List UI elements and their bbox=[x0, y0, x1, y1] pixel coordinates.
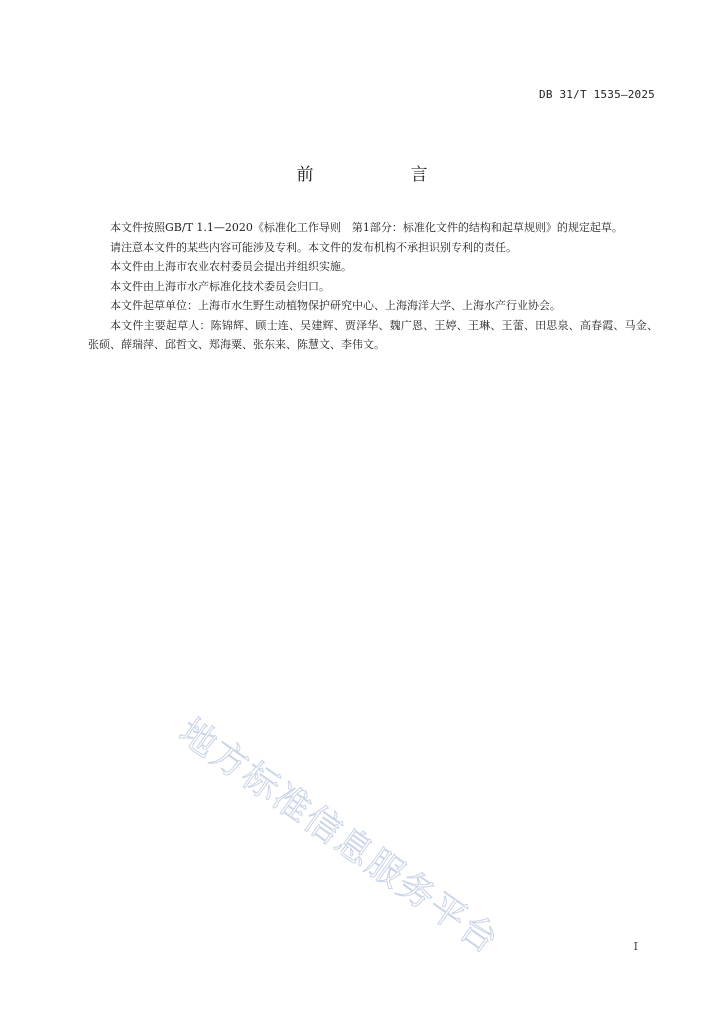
paragraph-patent-notice: 请注意本文件的某些内容可能涉及专利。本文件的发布机构不承担识别专利的责任。 bbox=[110, 240, 517, 254]
paragraph-drafting-basis: 本文件按照GB/T 1.1—2020《标准化工作导则 第1部分：标准化文件的结构和起草规则》的规定起草。 bbox=[110, 221, 623, 234]
watermark: 地方标准信息服务平台 bbox=[171, 711, 507, 963]
paragraph-drafters: 本文件主要起草人：陈锦辉、顾士连、吴建辉、贾泽华、魏广恩、王婷、王琳、王蕾、田思泉、高春霞、马金、张硕、薛瑞萍、邱哲文、郑海粟、张东来、陈慧文、李伟文。 bbox=[88, 318, 658, 351]
page-title: 前 言 bbox=[296, 165, 468, 185]
page-number: I bbox=[633, 940, 638, 953]
paragraph-drafting-units: 本文件起草单位：上海市水生野生动植物保护研究中心、上海海洋大学、上海水产行业协会。 bbox=[110, 299, 561, 312]
document-code: DB 31/T 1535—2025 bbox=[539, 88, 655, 101]
paragraph-proposer: 本文件由上海市农业农村委员会提出并组织实施。 bbox=[110, 260, 352, 273]
foreword-body bbox=[88, 218, 658, 355]
paragraph-committee: 本文件由上海市水产标准化技术委员会归口。 bbox=[110, 279, 330, 293]
